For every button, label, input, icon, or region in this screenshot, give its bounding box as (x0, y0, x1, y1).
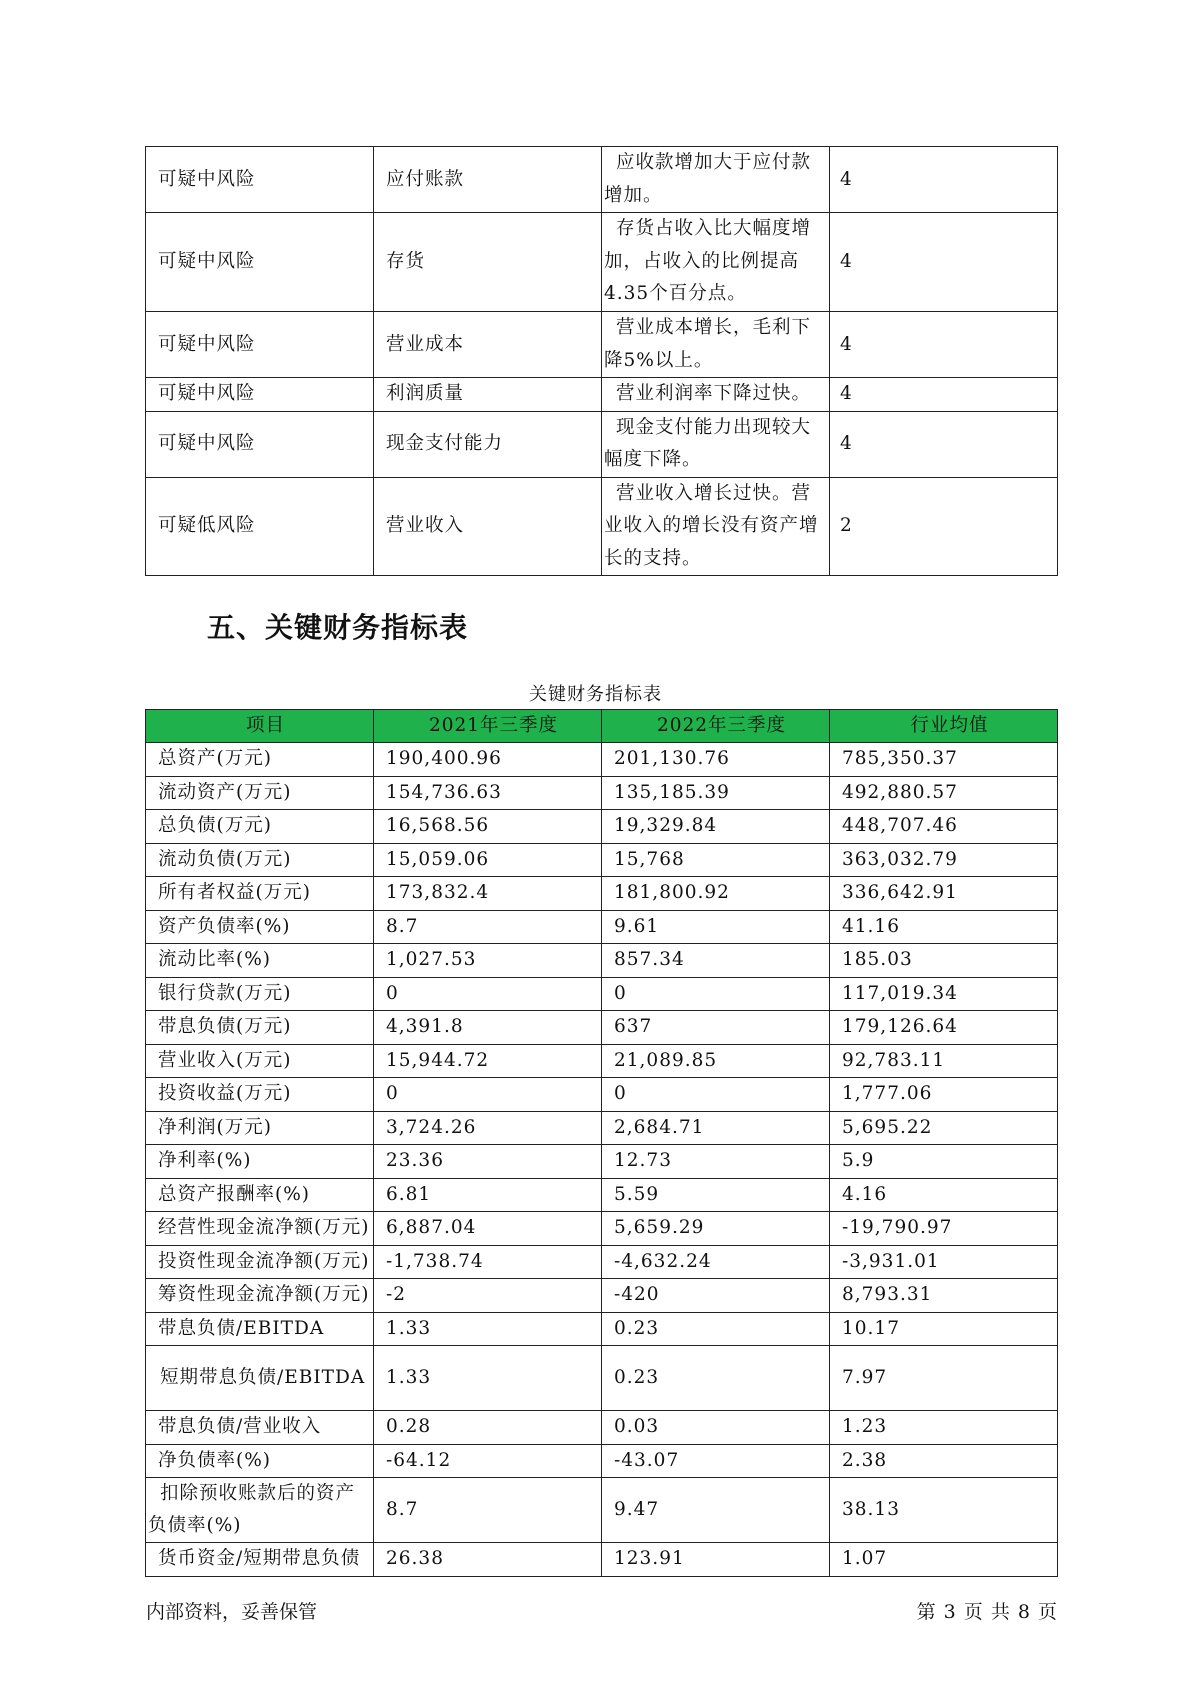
cell-value: 1.07 (830, 1543, 1058, 1577)
risk-desc: 存货占收入比大幅度增加，占收入的比例提高4.35个百分点。 (602, 213, 830, 312)
risk-row (146, 477, 1058, 576)
risk-row (146, 411, 1058, 477)
cell-value: 190,400.96 (374, 743, 602, 777)
cell-value: 448,707.46 (830, 810, 1058, 844)
risk-item: 存货 (374, 213, 602, 312)
table-row (146, 1044, 1058, 1078)
column-header: 项目 (146, 710, 374, 743)
risk-level: 可疑中风险 (146, 147, 374, 213)
risk-level: 可疑中风险 (146, 411, 374, 477)
risk-desc: 营业收入增长过快。营业收入的增长没有资产增长的支持。 (602, 477, 830, 576)
table-row (146, 776, 1058, 810)
row-label: 营业收入(万元) (146, 1044, 374, 1078)
risk-desc: 现金支付能力出现较大幅度下降。 (602, 411, 830, 477)
cell-value: -1,738.74 (374, 1245, 602, 1279)
row-label: 筹资性现金流净额(万元) (146, 1279, 374, 1313)
row-label: 经营性现金流净额(万元) (146, 1212, 374, 1246)
cell-value: 26.38 (374, 1543, 602, 1577)
cell-value: 336,642.91 (830, 877, 1058, 911)
row-label: 净负债率(%) (146, 1444, 374, 1478)
column-header: 2021年三季度 (374, 710, 602, 743)
footer-confidential-note: 内部资料，妥善保管 (146, 1601, 318, 1623)
risk-level: 可疑低风险 (146, 477, 374, 576)
cell-value: 135,185.39 (602, 776, 830, 810)
row-label: 流动资产(万元) (146, 776, 374, 810)
cell-value: 5,659.29 (602, 1212, 830, 1246)
table-row (146, 1145, 1058, 1179)
cell-value: 0 (374, 1078, 602, 1112)
table-row (146, 1212, 1058, 1246)
risk-score: 2 (830, 477, 1058, 576)
risk-item: 营业成本 (374, 312, 602, 378)
cell-value: 15,059.06 (374, 843, 602, 877)
cell-value: 5.59 (602, 1178, 830, 1212)
row-label: 总资产(万元) (146, 743, 374, 777)
cell-value: 181,800.92 (602, 877, 830, 911)
table-row (146, 1245, 1058, 1279)
table-row (146, 1078, 1058, 1112)
risk-item: 营业收入 (374, 477, 602, 576)
cell-value: 15,944.72 (374, 1044, 602, 1078)
risk-level: 可疑中风险 (146, 213, 374, 312)
cell-value: 123.91 (602, 1543, 830, 1577)
table-row (146, 1543, 1058, 1577)
section-title: 五、关键财务指标表 (207, 611, 469, 644)
table-row (146, 1411, 1058, 1445)
cell-value: 785,350.37 (830, 743, 1058, 777)
table-row (146, 1111, 1058, 1145)
cell-value: 117,019.34 (830, 977, 1058, 1011)
cell-value: 4,391.8 (374, 1011, 602, 1045)
cell-value: 4.16 (830, 1178, 1058, 1212)
table-row (146, 1312, 1058, 1346)
cell-value: 154,736.63 (374, 776, 602, 810)
risk-item: 利润质量 (374, 378, 602, 412)
cell-value: 8,793.31 (830, 1279, 1058, 1313)
cell-value: 21,089.85 (602, 1044, 830, 1078)
risk-desc: 营业成本增长，毛利下降5%以上。 (602, 312, 830, 378)
row-label: 净利率(%) (146, 1145, 374, 1179)
cell-value: -420 (602, 1279, 830, 1313)
cell-value: 16,568.56 (374, 810, 602, 844)
table-row (146, 910, 1058, 944)
row-label: 带息负债/营业收入 (146, 1411, 374, 1445)
table-row (146, 877, 1058, 911)
cell-value: 2.38 (830, 1444, 1058, 1478)
risk-score: 4 (830, 378, 1058, 412)
cell-value: 2,684.71 (602, 1111, 830, 1145)
cell-value: 857.34 (602, 944, 830, 978)
row-label: 总资产报酬率(%) (146, 1178, 374, 1212)
cell-value: 1.33 (374, 1312, 602, 1346)
cell-value: 363,032.79 (830, 843, 1058, 877)
cell-value: 173,832.4 (374, 877, 602, 911)
row-label: 银行贷款(万元) (146, 977, 374, 1011)
risk-level: 可疑中风险 (146, 312, 374, 378)
risk-item: 现金支付能力 (374, 411, 602, 477)
cell-value: -64.12 (374, 1444, 602, 1478)
cell-value: 185.03 (830, 944, 1058, 978)
risk-item: 应付账款 (374, 147, 602, 213)
cell-value: -4,632.24 (602, 1245, 830, 1279)
row-label: 带息负债/EBITDA (146, 1312, 374, 1346)
row-label: 资产负债率(%) (146, 910, 374, 944)
risk-score: 4 (830, 312, 1058, 378)
risk-table (145, 146, 1058, 576)
row-label: 投资收益(万元) (146, 1078, 374, 1112)
cell-value: 9.47 (602, 1478, 830, 1543)
cell-value: 3,724.26 (374, 1111, 602, 1145)
cell-value: 179,126.64 (830, 1011, 1058, 1045)
cell-value: -19,790.97 (830, 1212, 1058, 1246)
row-label: 短期带息负债/EBITDA (146, 1346, 374, 1411)
column-header: 2022年三季度 (602, 710, 830, 743)
cell-value: 23.36 (374, 1145, 602, 1179)
risk-score: 4 (830, 411, 1058, 477)
risk-row (146, 147, 1058, 213)
cell-value: 6.81 (374, 1178, 602, 1212)
risk-row (146, 312, 1058, 378)
cell-value: -2 (374, 1279, 602, 1313)
row-label: 总负债(万元) (146, 810, 374, 844)
risk-score: 4 (830, 147, 1058, 213)
table-row (146, 1478, 1058, 1543)
table-header-row (146, 710, 1058, 743)
cell-value: 0 (602, 977, 830, 1011)
cell-value: 5,695.22 (830, 1111, 1058, 1145)
row-label: 扣除预收账款后的资产负债率(%) (146, 1478, 374, 1543)
table-row (146, 944, 1058, 978)
table-row (146, 1011, 1058, 1045)
table-row (146, 1346, 1058, 1411)
table-row (146, 1279, 1058, 1313)
row-label: 净利润(万元) (146, 1111, 374, 1145)
cell-value: 7.97 (830, 1346, 1058, 1411)
cell-value: 9.61 (602, 910, 830, 944)
cell-value: 0.23 (602, 1346, 830, 1411)
row-label: 所有者权益(万元) (146, 877, 374, 911)
risk-level: 可疑中风险 (146, 378, 374, 412)
table-caption: 关键财务指标表 (529, 684, 662, 705)
table-row (146, 810, 1058, 844)
cell-value: 0.28 (374, 1411, 602, 1445)
financial-indicators-table (145, 709, 1058, 1577)
cell-value: 5.9 (830, 1145, 1058, 1179)
cell-value: 8.7 (374, 910, 602, 944)
table-row (146, 743, 1058, 777)
cell-value: 0 (602, 1078, 830, 1112)
cell-value: 15,768 (602, 843, 830, 877)
table-row (146, 1178, 1058, 1212)
risk-desc: 应收款增加大于应付款增加。 (602, 147, 830, 213)
row-label: 投资性现金流净额(万元) (146, 1245, 374, 1279)
cell-value: 6,887.04 (374, 1212, 602, 1246)
table-row (146, 977, 1058, 1011)
cell-value: 492,880.57 (830, 776, 1058, 810)
footer-page-number: 第 3 页 共 8 页 (916, 1601, 1058, 1623)
row-label: 流动比率(%) (146, 944, 374, 978)
cell-value: 0.03 (602, 1411, 830, 1445)
cell-value: 19,329.84 (602, 810, 830, 844)
risk-row (146, 213, 1058, 312)
risk-desc: 营业利润率下降过快。 (602, 378, 830, 412)
cell-value: 201,130.76 (602, 743, 830, 777)
cell-value: 1.23 (830, 1411, 1058, 1445)
cell-value: 1,027.53 (374, 944, 602, 978)
cell-value: -3,931.01 (830, 1245, 1058, 1279)
cell-value: 38.13 (830, 1478, 1058, 1543)
row-label: 带息负债(万元) (146, 1011, 374, 1045)
cell-value: 637 (602, 1011, 830, 1045)
cell-value: -43.07 (602, 1444, 830, 1478)
cell-value: 12.73 (602, 1145, 830, 1179)
cell-value: 8.7 (374, 1478, 602, 1543)
row-label: 货币资金/短期带息负债 (146, 1543, 374, 1577)
cell-value: 41.16 (830, 910, 1058, 944)
cell-value: 0 (374, 977, 602, 1011)
row-label: 流动负债(万元) (146, 843, 374, 877)
cell-value: 1.33 (374, 1346, 602, 1411)
column-header: 行业均值 (830, 710, 1058, 743)
table-row (146, 1444, 1058, 1478)
cell-value: 92,783.11 (830, 1044, 1058, 1078)
cell-value: 10.17 (830, 1312, 1058, 1346)
risk-score: 4 (830, 213, 1058, 312)
cell-value: 0.23 (602, 1312, 830, 1346)
table-row (146, 843, 1058, 877)
cell-value: 1,777.06 (830, 1078, 1058, 1112)
risk-row (146, 378, 1058, 412)
